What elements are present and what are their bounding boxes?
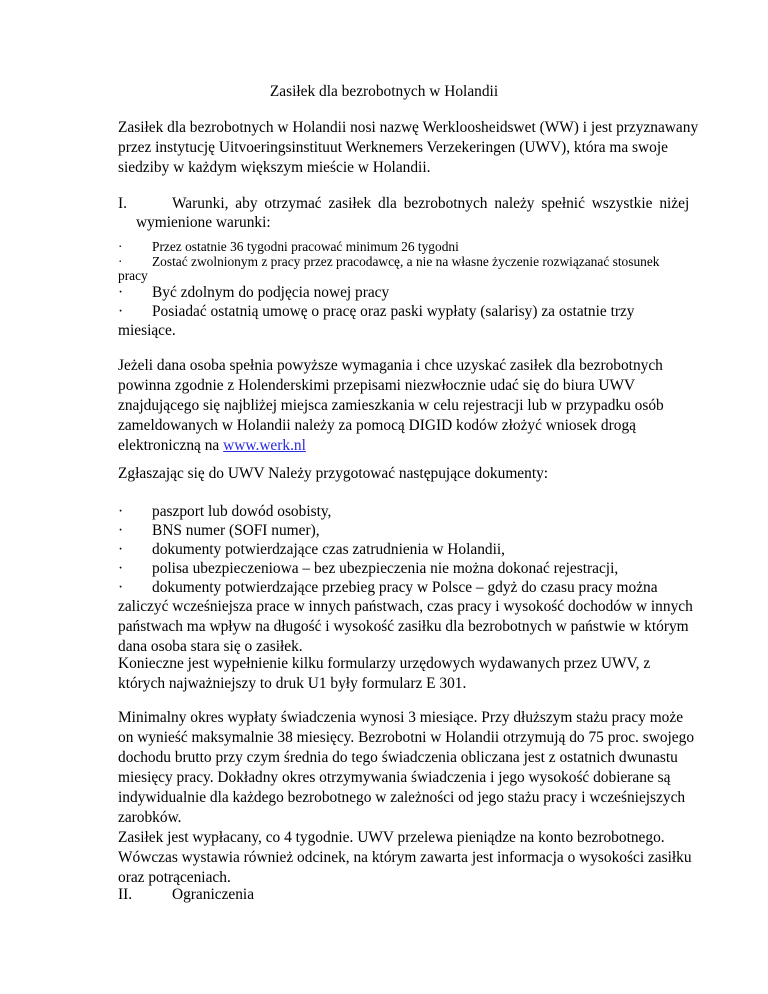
werk-nl-link[interactable]: www.werk.nl [223, 437, 306, 454]
bullet-marker: · [118, 522, 124, 539]
bullet-marker: · [118, 503, 124, 520]
document-item-text: paszport lub dowód osobisty, [152, 503, 332, 520]
forms-line: których najważniejszy to druk U1 były formularz E 301. [118, 675, 467, 692]
registration-paragraph [118, 356, 678, 456]
document-item-text: dokumenty potwierdzające czas zatrudnienia w Holandii, [152, 541, 505, 558]
bullet-marker: · [118, 239, 123, 254]
condition-text: Przez ostatnie 36 tygodni pracować minimum 26 tygodni [152, 239, 459, 254]
bullet-marker: · [118, 303, 124, 320]
document-item-text: polisa ubezpieczeniowa – bez ubezpieczenia nie można dokonać rejestracji, [152, 560, 619, 577]
bullet-marker: · [118, 541, 124, 558]
document-item-text: BNS numer (SOFI numer), [152, 522, 320, 539]
forms-paragraph [118, 654, 678, 694]
condition-text: Posiadać ostatnią umowę o pracę oraz paski wypłaty (salarisy) za ostatnie trzy [152, 303, 635, 320]
registration-line: zameldowanych w Holandii należy za pomocą DIGID kodów złożyć wniosek drogą [118, 417, 636, 434]
registration-line: znajdującego się najbliżej miejsca zamieszkania w celu rejestracji lub w przypadku osób [118, 397, 664, 414]
payment-line: Wówczas wystawia również odcinek, na którym zawarta jest informacja o wysokości zasiłku [118, 849, 692, 866]
section-2-heading: Ograniczenia [172, 886, 255, 903]
intro-line: siedziby w każdym większym mieście w Holandii. [118, 159, 431, 176]
duration-line: dochodu brutto przy czym średnia do tego świadczenia obliczana jest z ostatnich dwunastu [118, 749, 678, 766]
condition-cont: miesiące. [118, 322, 176, 339]
condition-cont: pracy [118, 268, 148, 283]
documents-heading: Zgłaszając się do UWV Należy przygotować następujące dokumenty: [118, 465, 549, 482]
document-item-text: dokumenty potwierdzające przebieg pracy w Polsce – gdyż do czasu pracy można [152, 579, 658, 596]
intro-paragraph [118, 118, 699, 178]
forms-line: Konieczne jest wypełnienie kilku formularzy urzędowych wydawanych przez UWV, z [118, 655, 651, 672]
section-1-heading [172, 194, 690, 214]
section-1-heading-cont: wymienione warunki: [136, 214, 271, 231]
intro-line: Zasiłek dla bezrobotnych w Holandii nosi nazwę Werkloosheidswet (WW) i jest przyznawany [118, 119, 699, 136]
duration-line: zarobków. [118, 809, 182, 826]
duration-line: on wynieść maksymalnie 38 miesięcy. Bezrobotni w Holandii otrzymują do 75 proc. swojego [118, 729, 695, 746]
registration-line [118, 436, 678, 456]
condition-text: Zostać zwolnionym z pracy przez pracodawcę, a nie na własne życzenie rozwiązanać stosunek [152, 254, 660, 269]
registration-last-text: elektroniczną na [118, 437, 224, 454]
duration-line: miesięcy pracy. Dokładny okres otrzymywania świadczenia i jego wysokość dobierane są [118, 769, 671, 786]
condition-text: Być zdolnym do podjęcia nowej pracy [152, 284, 390, 301]
documents-cont-line: państwach ma wpływ na długość i wysokość zasiłku dla bezrobotnych w państwie w którym [118, 618, 689, 635]
duration-line: indywidualnie dla każdego bezrobotnego w zależności od jego stażu pracy i wcześniejszych [118, 789, 686, 806]
payment-line: Zasiłek jest wypłacany, co 4 tygodnie. UWV przelewa pieniądze na konto bezrobotnego. [118, 829, 665, 846]
duration-paragraph [118, 708, 695, 828]
payment-paragraph [118, 828, 692, 888]
bullet-marker: · [118, 284, 124, 301]
documents-cont-line: zaliczyć wcześniejsza prace w innych państwach, czas pracy i wysokość dochodów w innych [118, 598, 693, 615]
documents-continuation [118, 597, 693, 657]
bullet-marker: · [118, 254, 123, 269]
intro-line: przez instytucję Uitvoeringsinstituut Werknemers Verzekeringen (UWV), która ma swoje [118, 139, 668, 156]
section-2-numeral: II. [118, 886, 133, 903]
bullet-marker: · [118, 560, 124, 577]
payment-line: oraz potrąceniach. [118, 869, 231, 886]
duration-line: Minimalny okres wypłaty świadczenia wynosi 3 miesiące. Przy dłuższym stażu pracy może [118, 709, 684, 726]
registration-line: Jeżeli dana osoba spełnia powyższe wymagania i chce uzyskać zasiłek dla bezrobotnych [118, 357, 663, 374]
page-title: Zasiłek dla bezrobotnych w Holandii [269, 83, 499, 100]
bullet-marker: · [118, 579, 124, 596]
documents-cont-line: dana osoba stara się o zasiłek. [118, 638, 303, 655]
section-1-line: Warunki, aby otrzymać zasiłek dla bezrobotnych należy spełnić wszystkie niżej [172, 195, 690, 212]
section-1-numeral: I. [118, 195, 127, 212]
registration-line: powinna zgodnie z Holenderskimi przepisami niezwłocznie udać się do biura UWV [118, 377, 636, 394]
